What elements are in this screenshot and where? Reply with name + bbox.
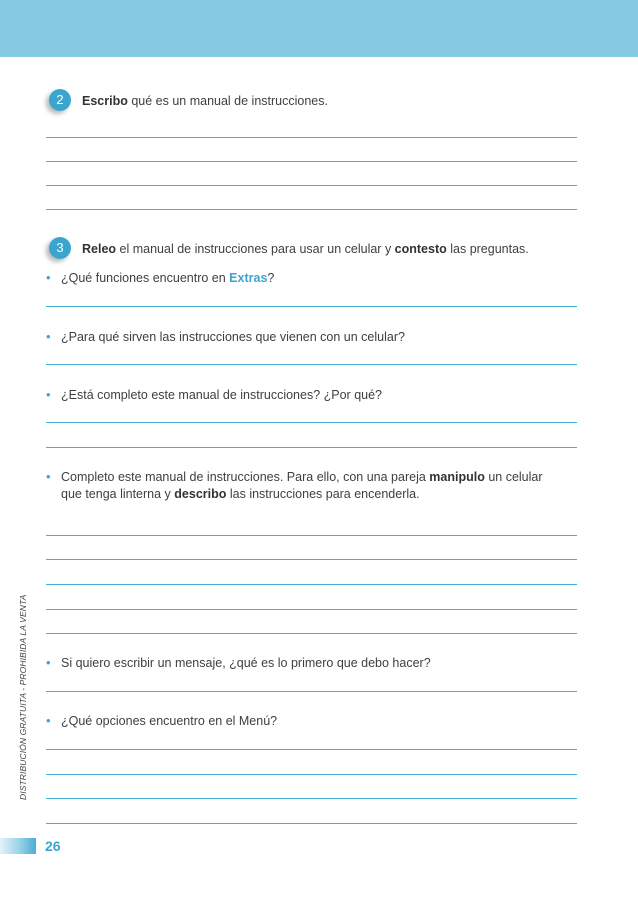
question-item (46, 655, 566, 672)
answer-line[interactable] (46, 749, 577, 750)
question-verb: describo (174, 487, 227, 501)
question-text: ¿Para qué sirven las instrucciones que vienen con un celular? (61, 330, 405, 344)
question-text: ¿Qué opciones encuentro en el Menú? (61, 714, 278, 728)
question-text: las instrucciones para encenderla. (226, 487, 420, 501)
answer-line[interactable] (46, 798, 577, 799)
bullet-icon: • (46, 329, 51, 344)
bullet-icon: • (46, 270, 51, 285)
activity-verb: Escribo (82, 94, 128, 108)
answer-line[interactable] (46, 609, 577, 610)
question-text: ¿Está completo este manual de instrucciones? ¿Por qué? (61, 388, 383, 402)
answer-line[interactable] (46, 364, 577, 365)
activity-text: las preguntas. (446, 242, 529, 256)
answer-line[interactable] (46, 306, 577, 307)
answer-line[interactable] (46, 633, 577, 634)
activity-number-badge: 2 (49, 89, 71, 111)
answer-line[interactable] (46, 691, 577, 692)
activity-text: qué es un manual de instrucciones. (127, 94, 328, 108)
answer-line[interactable] (46, 422, 577, 423)
answer-line[interactable] (46, 209, 577, 210)
question-item (46, 270, 566, 287)
question-item (46, 713, 566, 730)
answer-line[interactable] (46, 559, 577, 560)
bullet-icon: • (46, 387, 51, 402)
question-item (46, 329, 566, 346)
answer-line[interactable] (46, 137, 577, 138)
bullet-icon: • (46, 655, 51, 670)
activity-text: el manual de instrucciones para usar un celular y (116, 242, 395, 256)
activity-verb: contesto (394, 242, 447, 256)
page-number: 26 (45, 838, 61, 854)
answer-line[interactable] (46, 185, 577, 186)
question-verb: manipulo (429, 470, 485, 484)
bullet-icon: • (46, 469, 51, 484)
activity-3-instruction (82, 242, 529, 256)
question-highlight: Extras (229, 271, 268, 285)
header-band (0, 0, 638, 57)
question-text: ? (267, 271, 275, 285)
answer-line[interactable] (46, 535, 577, 536)
answer-line[interactable] (46, 161, 577, 162)
answer-line[interactable] (46, 584, 577, 585)
activity-2-instruction (82, 94, 328, 108)
question-text: Si quiero escribir un mensaje, ¿qué es lo primero que debo hacer? (61, 656, 431, 670)
bullet-icon: • (46, 713, 51, 728)
question-text: ¿Qué funciones encuentro en (61, 271, 230, 285)
answer-line[interactable] (46, 447, 577, 448)
question-text: un celular que tenga linterna y (61, 470, 543, 501)
page-tab (0, 838, 36, 854)
question-text: Completo este manual de instrucciones. Para ello, con una pareja (61, 470, 430, 484)
activity-number-badge: 3 (49, 237, 71, 259)
question-item (46, 469, 558, 503)
activity-verb: Releo (82, 242, 117, 256)
answer-line[interactable] (46, 774, 577, 775)
answer-line[interactable] (46, 823, 577, 824)
question-item (46, 387, 566, 404)
distribution-notice: DISTRIBUCIÓN GRATUITA - PROHIBIDA LA VENTA (18, 594, 28, 800)
